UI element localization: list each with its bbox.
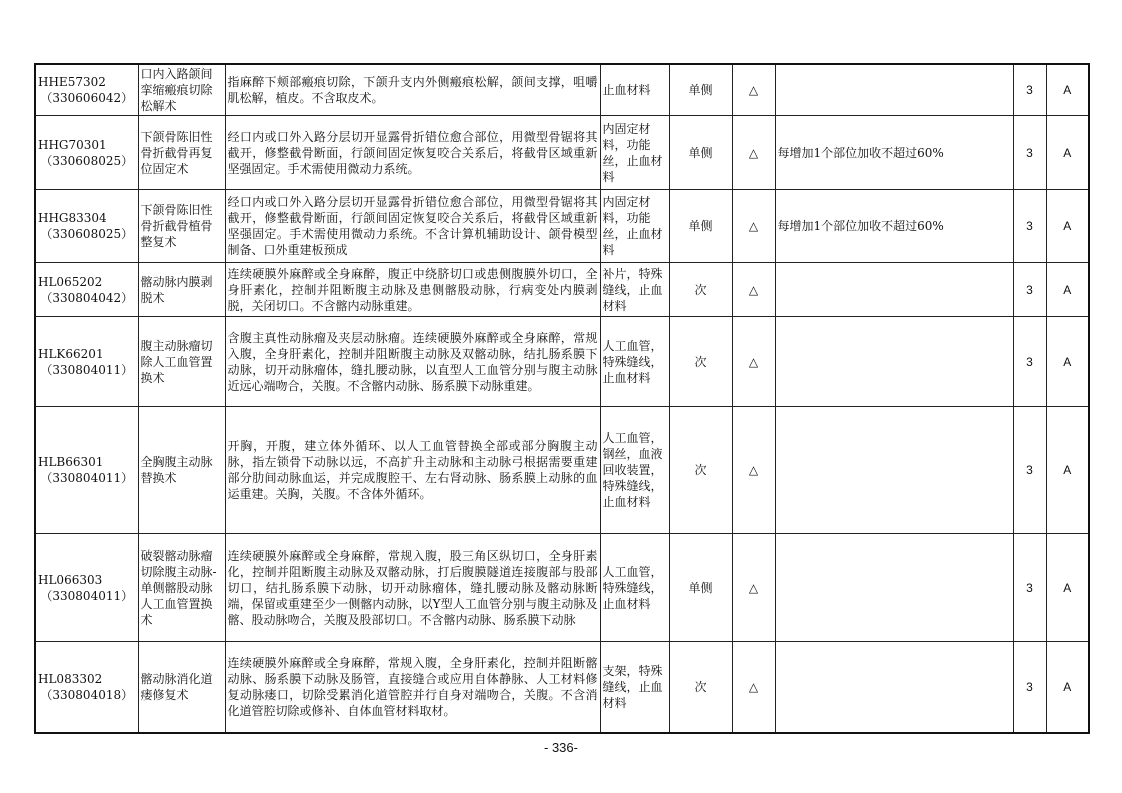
item-note: 每增加1个部位加收不超过60% [775,190,1013,263]
class-letter: A [1046,116,1089,190]
item-name: 破裂髂动脉瘤切除腹主动脉-单侧髂股动脉人工血管置换术 [138,534,225,642]
item-note [775,642,1013,733]
item-note [775,407,1013,534]
item-content: 指麻醉下颊部瘢痕切除，下颌升支内外侧瘢痕松解，颌间支撑，咀嚼肌松解，植皮。不含取皮术。 [225,64,600,116]
item-content: 连续硬膜外麻醉或全身麻醉，常规入腹，全身肝素化，控制并阻断髂动脉、肠系膜下动脉及肠管，直接缝合或应用自体静脉、人工材料修复动脉瘘口，切除受累消化道管腔并行自身对端吻合，关腹。不含消化道管腔切除或修补、自体血管材料取材。 [225,642,600,733]
item-name: 口内入路颌间挛缩瘢痕切除松解术 [138,64,225,116]
class-letter: A [1046,64,1089,116]
table-row [35,317,1089,407]
fee-table-sheet [34,63,1090,734]
item-name: 腹主动脉瘤切除人工血管置换术 [138,317,225,407]
category-number: 3 [1013,116,1046,190]
item-content: 连续硬膜外麻醉或全身麻醉，腹正中绕脐切口或患侧腹膜外切口，全身肝素化，控制并阻断腹主动脉及患侧髂股动脉，行病变处内膜剥脱，关闭切口。不含髂内动脉重建。 [225,263,600,317]
item-code: HL065202 （330804042） [35,263,138,317]
triangle-flag: △ [732,534,775,642]
category-number: 3 [1013,642,1046,733]
excluded-material: 止血材料 [600,64,669,116]
item-code: HHE57302 （330606042） [35,64,138,116]
item-name: 髂动脉内膜剥脱术 [138,263,225,317]
triangle-flag: △ [732,642,775,733]
pricing-unit: 单侧 [669,190,732,263]
item-code: HL066303 （330804011） [35,534,138,642]
excluded-material: 支架，特殊缝线，止血材料 [600,642,669,733]
triangle-flag: △ [732,317,775,407]
excluded-material: 人工血管，特殊缝线，止血材料 [600,534,669,642]
table-row [35,263,1089,317]
item-code: HHG83304 （330608025） [35,190,138,263]
excluded-material: 补片，特殊缝线，止血材料 [600,263,669,317]
category-number: 3 [1013,64,1046,116]
triangle-flag: △ [732,407,775,534]
class-letter: A [1046,642,1089,733]
item-content: 开胸，开腹，建立体外循环、以人工血管替换全部或部分胸腹主动脉，指左锁骨下动脉以远，不高扩升主动脉和主动脉弓根据需要重建部分肋间动脉血运，并完成腹腔干、左右肾动脉、肠系膜上动脉的血运重建。关胸，关腹。不含体外循环。 [225,407,600,534]
item-note: 每增加1个部位加收不超过60% [775,116,1013,190]
item-code: HLB66301 （330804011） [35,407,138,534]
pricing-unit: 单侧 [669,116,732,190]
pricing-unit: 单侧 [669,534,732,642]
pricing-unit: 单侧 [669,64,732,116]
excluded-material: 内固定材料，功能丝，止血材料 [600,190,669,263]
item-content: 经口内或口外入路分层切开显露骨折错位愈合部位，用微型骨锯将其截开，修整截骨断面，行颌间固定恢复咬合关系后，将截骨区域重新坚强固定。手术需使用微动力系统。不含计算机辅助设计、颌骨模型制备、口外重建板预成 [225,190,600,263]
item-note [775,317,1013,407]
table-row [35,116,1089,190]
category-number: 3 [1013,190,1046,263]
item-content: 经口内或口外入路分层切开显露骨折错位愈合部位，用微型骨锯将其截开，修整截骨断面，行颌间固定恢复咬合关系后，将截骨区域重新坚强固定。手术需使用微动力系统。 [225,116,600,190]
item-content: 连续硬膜外麻醉或全身麻醉，常规入腹，股三角区纵切口，全身肝素化，控制并阻断腹主动脉及双髂动脉，打后腹膜隧道连接腹部与股部切口，结扎肠系膜下动脉，切开动脉瘤体，缝扎腰动脉及髂动脉断端，保留或重建至少一侧髂内动脉，以Y型人工血管分别与腹主动脉及髂、股动脉吻合，关腹及股部切口。不含髂内动脉、肠系膜下动脉 [225,534,600,642]
fee-table-body [35,64,1089,733]
excluded-material: 人工血管，钢丝，血液回收装置，特殊缝线，止血材料 [600,407,669,534]
triangle-flag: △ [732,64,775,116]
class-letter: A [1046,190,1089,263]
category-number: 3 [1013,407,1046,534]
category-number: 3 [1013,534,1046,642]
item-code: HLK66201 （330804011） [35,317,138,407]
item-note [775,263,1013,317]
item-name: 髂动脉消化道瘘修复术 [138,642,225,733]
item-note [775,64,1013,116]
category-number: 3 [1013,317,1046,407]
item-name: 下颌骨陈旧性骨折截骨再复位固定术 [138,116,225,190]
page-number: - 336- [544,740,578,755]
pricing-unit: 次 [669,407,732,534]
excluded-material: 内固定材料，功能丝，止血材料 [600,116,669,190]
class-letter: A [1046,534,1089,642]
item-note [775,534,1013,642]
category-number: 3 [1013,263,1046,317]
table-row [35,642,1089,733]
class-letter: A [1046,407,1089,534]
pricing-unit: 次 [669,642,732,733]
item-code: HHG70301 （330608025） [35,116,138,190]
table-row [35,64,1089,116]
item-content: 含腹主真性动脉瘤及夹层动脉瘤。连续硬膜外麻醉或全身麻醉，常规入腹，全身肝素化，控制并阻断腹主动脉及双髂动脉，结扎肠系膜下动脉，切开动脉瘤体，缝扎腰动脉，以直型人工血管分别与腹主动脉近远心端吻合，关腹。不含髂内动脉、肠系膜下动脉重建。 [225,317,600,407]
class-letter: A [1046,317,1089,407]
class-letter: A [1046,263,1089,317]
item-code: HL083302 （330804018） [35,642,138,733]
pricing-unit: 次 [669,263,732,317]
triangle-flag: △ [732,190,775,263]
item-name: 全胸腹主动脉替换术 [138,407,225,534]
medical-fee-table [34,63,1090,734]
triangle-flag: △ [732,116,775,190]
excluded-material: 人工血管，特殊缝线，止血材料 [600,317,669,407]
pricing-unit: 次 [669,317,732,407]
table-row [35,534,1089,642]
table-row [35,407,1089,534]
item-name: 下颌骨陈旧性骨折截骨植骨整复术 [138,190,225,263]
table-row [35,190,1089,263]
triangle-flag: △ [732,263,775,317]
